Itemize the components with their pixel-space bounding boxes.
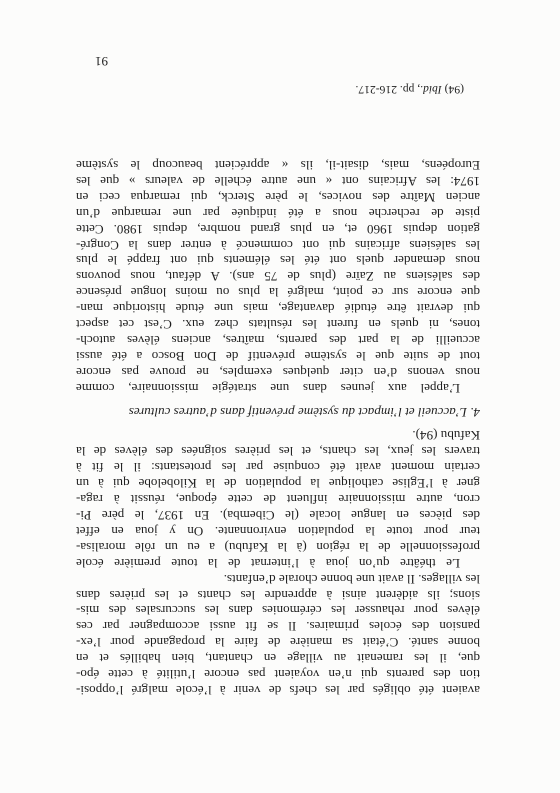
text-line: cron, autre missionnaire influent de cette époque, réussit à raga- [76, 492, 480, 508]
text-line: avaient été obligés par les chefs de venir à l’école malgré l’opposi- [76, 683, 480, 698]
text-line: gner à l’Eglise catholique la population de la Kilobelobe qui à un [76, 476, 480, 492]
text-line: sions; ils aidèrent ainsi à apprendre les chants et les prières dans [76, 587, 480, 603]
paragraph-3 [76, 157, 480, 396]
text-line: Kafubu (94). [412, 428, 480, 444]
footnote-pages: ., pp. 216-217. [355, 83, 424, 96]
text-line: certain moment avait été conquise par les protestants: il le fit à [76, 460, 480, 476]
text-line: Le théâtre qu’on joua à l’internat de la toute première école [76, 555, 460, 571]
text-line: que, il les ramenait au village en chantant, bien habillés et en [76, 651, 480, 667]
footnote-marker: (94) [444, 83, 464, 96]
page-number: 91 [95, 54, 108, 69]
text-line: accueilli de la part des parents, maîtres, anciens élèves autoch- [76, 332, 480, 348]
text-line: qui devrait être étudié davantage, mais une étude historique man- [76, 301, 480, 317]
text-line: les salésiens africains qui ont commencé à entrer dans la Congré- [76, 237, 480, 253]
text-line: nous demander quels ont été les éléments qui ont frappé le plus [76, 253, 480, 269]
footnote [76, 82, 464, 96]
text-line: travers les jeux, les chants, et les prières soignées des élèves de la [76, 444, 480, 460]
section-heading: 4. L’accueil et l’impact du système préventif dans d’autres cultures [128, 404, 480, 420]
text-line: L’appel aux jeunes dans une stratégie missionnaire, comme [76, 380, 460, 396]
text-line: que encore sur ce point, malgré la plus ou moins longue présence [76, 285, 480, 301]
paragraph-1 [76, 571, 480, 698]
text-line: des pièces en langue locale (le Cibemba). En 1937, le père Pi- [76, 508, 480, 524]
text-line: nous venons d’en citer quelques exemples, ne prouve pas encore [76, 364, 480, 380]
text-line: professionnelle de la région (à la Kafubu) a eu un rôle moralisa- [76, 539, 480, 555]
text-line: des salésiens au Zaïre (plus de 75 ans). A défaut, nous pouvons [76, 269, 480, 285]
text-line: ancien Maître des novices, le père Sterck, qui remarqua ceci en [76, 189, 480, 205]
text-line: tones, ni quels en furent les résultats chez eux. C’est cet aspect [76, 317, 480, 333]
text-line: élèves pour rehausser les cérémonies dans les succursales des mis- [76, 603, 480, 619]
text-line: tion des parents qui n’en voyaient pas encore l’utilité à cette épo- [76, 667, 480, 683]
text-line: tout de suite que le système préventif de Don Bosco a été aussi [76, 348, 480, 364]
text-line: les villages. Il avait une bonne chorale d’enfants. [223, 571, 480, 587]
text-line: Européens, mais, disait-il, ils « apprécient beaucoup le système [76, 158, 480, 173]
text-line: piste de recherche nous a été indiquée par une remarque d’un [76, 205, 480, 221]
text-line: gation depuis 1960 et, en plus grand nombre, depuis 1980. Cette [76, 221, 480, 237]
text-line: bonne santé. C’était sa manière de faire la propagande pour l’ex- [76, 635, 480, 651]
footnote-ibid: Ibid [423, 83, 442, 96]
paragraph-2 [76, 428, 480, 571]
text-line: 1974: les Africains ont « une autre échelle de valeurs » que les [76, 173, 480, 189]
text-line: pansion des écoles primaires. Il se fit aussi accompagner par ces [76, 619, 480, 635]
body-text [76, 157, 480, 698]
text-line: teur pour toute la population environnante. On y joua en effet [76, 523, 480, 539]
